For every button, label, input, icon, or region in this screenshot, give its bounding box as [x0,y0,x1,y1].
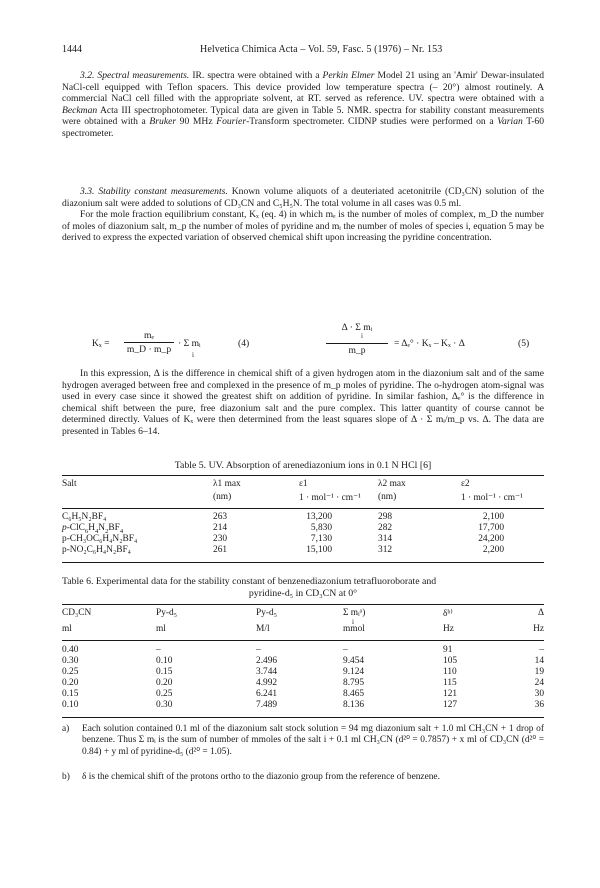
table6-value: 9.124 [343,667,365,677]
table6-header-cell: Py-d₅ [256,608,277,618]
table5-salt: C₆H₅N₂BF₄ [62,512,107,522]
table6-value: 127 [443,700,458,710]
equations-block [62,322,544,366]
table6-value: 115 [443,678,457,688]
expression-section [62,368,544,438]
paragraph-text: 90 MHz [176,116,217,128]
table6-value: 19 [534,667,544,677]
table6-value: 30 [534,689,544,699]
footnote-b [62,772,544,786]
table6-value: 4.992 [256,678,278,688]
table6-unit-cell: mmol [343,624,365,634]
table6-value: 0.30 [62,656,79,666]
table5-salt: $p-ClC_6H_4N_2BF_4$ [62,523,124,535]
stability-constant-paragraph [62,186,544,209]
table5-header-cell: ε1 [299,479,308,489]
table5-value: 314 [378,534,393,544]
table5-value: 298 [378,512,393,522]
manufacturer-name: Beckman [62,104,98,116]
spectral-measurements-paragraph [62,70,544,140]
table6-value: 0.40 [62,645,79,655]
table6-value: 0.15 [62,689,79,699]
expression-paragraph: In this expression, Δ is the difference in chemical shift of a given hydrogen atom in the diazonium salt and of the same hydrogen averaged between free and complexed in the presence of m_p moles of pyridine. The o-hydrogen atom-signal was used in every case since it showed the greatest shift on addition of pyridine. In similar fashion, Δₑ° is the difference in chemical shift between the pure, free diazonium salt and the pure complex. This latter quantity of course cannot be determined directly. Values of Kₓ were then determined from the least squares slope of Δ · Σ mᵢ/m_p vs. Δ. The data are presented in Tables 6–14. [62,368,544,437]
running-title: Helvetica Chimica Acta – Vol. 59, Fasc. 5 (1976) – Nr. 153 [200,44,443,55]
table5-value: 17,700 [478,523,504,533]
table6-value: 14 [534,656,544,666]
table5-value: 24,200 [478,534,504,544]
table6-value: 0.20 [62,678,79,688]
table5-salt: p-CH₃OC₆H₄N₂BF₄ [62,534,138,544]
page-number: 1444 [62,44,82,55]
table5-value: 2,100 [482,512,504,522]
eq5-fraction [326,322,388,356]
table6-value: 0.25 [156,689,173,699]
footnote-mark: b) [62,772,70,782]
table5-header-cell: λ2 max [378,479,406,489]
table5-value: 7,130 [310,534,332,544]
table6-value: 0.30 [156,700,173,710]
table5-value: 263 [213,512,228,522]
manufacturer-name: Perkin Elmer [322,70,375,81]
table5-value: 282 [378,523,393,533]
table5-top-rule [62,475,544,476]
table5-header-cell: ε2 [461,479,470,489]
footnote-text: Each solution contained 0.1 ml of the diazonium salt stock solution = 94 mg diazonium salt + 1.0 ml CH₃CN + 1 drop of benzene. Thus Σ mᵢ is the sum of number of mmoles of the salt i + 0.1 ml CH₃CN (d²⁰ = 0.7857) + x ml of CD₃CN (d²⁰ = 0.84) + y ml of pyridine-d₅ (d²⁰ = 1.05). [82,724,544,757]
table5-value: 13,200 [306,512,332,522]
table5-value: 230 [213,534,228,544]
eq5-numerator [326,322,388,344]
table6-value: 8.465 [343,689,365,699]
table6-value: 0.10 [156,656,173,666]
table6-caption-line2: pyridine-d₅ in CD₃CN at 0° [248,588,358,599]
table6-unit-cell: Hz [443,624,454,634]
manufacturer-name: Varian [497,116,523,128]
table6-value: 8.795 [343,678,365,688]
paragraph-text: Acta III spectrophotometer. Typical data are given in Table 5. NMR. spectra for stability constant measurements were obtained with a [62,104,544,128]
table5-caption: Table 5. UV. Absorption of arenediazonium ions in 0.1 N HCl [6] [174,460,432,471]
table6-value: 0.15 [156,667,173,677]
footnote-a [62,724,544,772]
eq5-numerator-text: Δ · Σ mᵢ [341,322,373,333]
section-heading-3-2: 3.2. Spectral measurements. [80,70,190,81]
table6-value: 2.496 [256,656,278,666]
table6-value: 91 [443,645,453,655]
manufacturer-name: Bruker [149,116,177,128]
table6-value: 0.25 [62,667,79,677]
table6-unit-cell: Hz [533,624,544,634]
table6-value: – [256,645,261,655]
table6-value: 6.241 [256,689,278,699]
eq4-sum-term: · Σ mᵢ [178,338,201,349]
paragraph-text: IR. spectra were obtained with a [189,70,323,81]
table6-header-cell: CD₃CN [62,608,92,618]
table6-unit-cell: M/l [256,624,270,634]
table6-value: 110 [443,667,457,677]
table5-salt: p-NO₂C₆H₄N₂BF₄ [62,545,131,555]
table6-value: 24 [534,678,544,688]
footnote-mark: a) [62,724,70,734]
table5-header-rule [62,508,544,509]
table6-value: 105 [443,656,458,666]
table6-value: 36 [534,700,544,710]
table6-value: 3.744 [256,667,278,677]
eq5-label: (5) [518,338,530,349]
section-heading-3-3: 3.3. Stability constant measurements. [80,186,228,197]
manufacturer-name: Fourier [216,116,247,128]
table5-unit-cell: 1 · mol⁻¹ · cm⁻¹ [299,493,361,503]
table6-value: – [156,645,161,655]
paragraph-text: Model 21 using an 'Amir' Dewar-insulated NaCl-cell equipped with Teflon spacers. This device provided low temperature spectra (– 20°) almost routinely. A commercial NaCl cell filled with the appropriate solvent, at RT. served as reference. UV. spectra were obtained with a [62,70,544,105]
table6-value: 0.20 [156,678,173,688]
table6-caption-line1: Table 6. Experimental data for the stability constant of benzenediazonium tetrafluoroborate and [62,576,437,587]
page-header [62,44,542,58]
paragraph-text: T-60 spectrometer. [62,116,544,139]
table6-header-cell: Py-d₅ [156,608,177,618]
table5-header-cell: λ1 max [213,479,241,489]
table6-header-rule [62,640,544,641]
paragraph-text: -Transform spectrometer. CIDNP studies were performed on a [246,116,498,128]
eq4-denominator: m_D · m_p [126,344,172,355]
table5-unit-cell: (nm) [378,492,397,502]
eq4-label: (4) [238,338,250,349]
eq4-fraction [124,330,174,355]
paragraph-text: Known volume aliquots of a deuteriated acetonitrile (CD₃CN) solution of the diazonium salt were added to solutions of CD₃CN and C₅H₅N. The total volume in all cases was 0.5 ml. [62,186,544,209]
footnote-text: δ is the chemical shift of the protons ortho to the diazonio group from the reference of benzene. [82,772,440,782]
table5-unit-cell: (nm) [213,492,232,502]
table5-bottom-rule [62,562,544,563]
table6-header-cell: Δ [537,608,544,618]
eq4-numerator: mₑ [124,330,174,343]
table5-unit-cell: 1 · mol⁻¹ · cm⁻¹ [461,493,523,503]
mole-fraction-paragraph: For the mole fraction equilibrium constant, Kₓ (eq. 4) in which mₑ is the number of moles of complex, m_D the number of moles of diazonium salt, m_p the number of moles of pyridine and mᵢ the number of moles of species i, equation 5 may be derived to express the expected variation of observed chemical shift upon increasing the pyridine concentration. [62,209,544,244]
eq5-denominator: m_p [348,345,366,356]
table6-value: 121 [443,689,458,699]
table6-header-cell: Σ mᵢᵃ) [343,608,366,618]
table6-unit-cell: ml [156,624,166,634]
table5-header-cell: Salt [62,479,77,489]
eq4-sum-index: i [192,351,194,359]
table6-value: 7.489 [256,700,278,710]
eq4-lhs: Kₓ = [92,338,110,349]
table6-top-rule [62,604,544,605]
section-3-2 [62,70,544,140]
table5-value: 15,100 [306,545,332,555]
table6-value: – [343,645,348,655]
table6-value: – [539,645,544,655]
section-3-3 [62,186,544,244]
table6-header-cell: δᵇ⁾ [443,609,453,619]
table6-value: 9.454 [343,656,365,666]
table5-value: 214 [213,523,228,533]
table5-value: 312 [378,545,393,555]
table6-bottom-rule [62,717,544,718]
table5-value: 5,830 [310,523,332,533]
table6-unit-cell: ml [62,624,72,634]
eq5-sum-index: i [361,332,363,340]
table5-value: 2,200 [482,545,504,555]
table5-value: 261 [213,545,228,555]
eq5-rhs: = Δₑ° · Kₓ – Kₓ · Δ [394,338,465,349]
para-prefix: p [62,523,67,533]
table6-value: 8.136 [343,700,365,710]
table6-value: 0.10 [62,700,79,710]
table6-header-sum-index: i [352,618,354,626]
